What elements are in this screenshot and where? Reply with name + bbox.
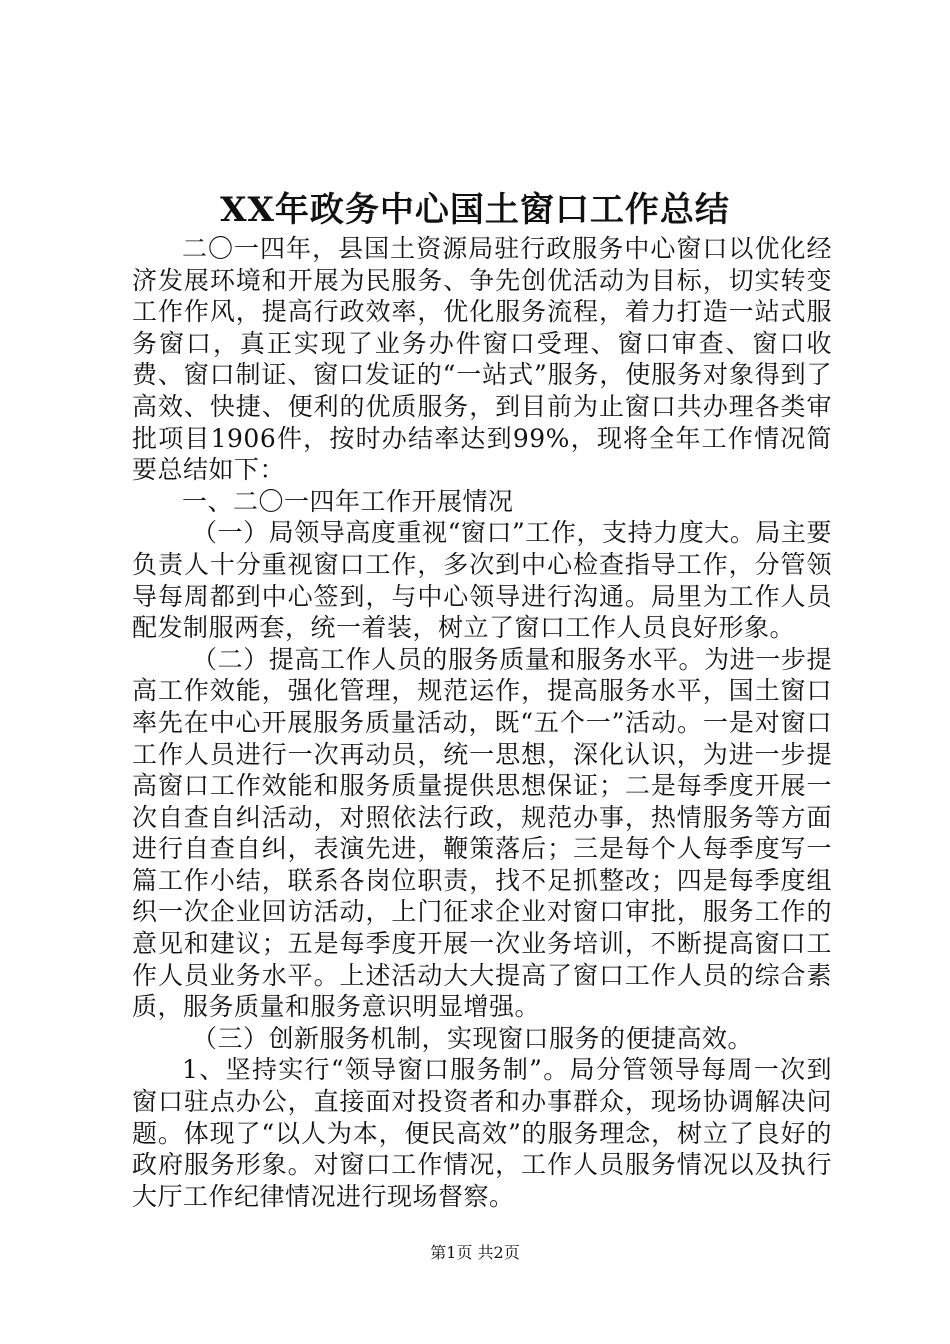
- document-title: XX年政务中心国土窗口工作总结: [220, 190, 730, 230]
- paragraph-intro: 二〇一四年，县国土资源局驻行政服务中心窗口以优化经济发展环境和开展为民服务、争先创优活动为目标，切实转变工作作风，提高行政效率，优化服务流程，着力打造一站式服务窗口，真正实现了业务办件窗口受理、窗口审查、窗口收费、窗口制证、窗口发证的“一站式”服务，使服务对象得到了高效、快捷、便利的优质服务，到目前为止窗口共办理各类审批项目1906件，按时办结率达到99%，现将全年工作情况简要总结如下：: [132, 234, 832, 485]
- paragraph-subsection-2: （二）提高工作人员的服务质量和服务水平。为进一步提高工作效能，强化管理，规范运作，提高服务水平，国土窗口率先在中心开展服务质量活动，既“五个一”活动。一是对窗口工作人员进行一次再动员，统一思想，深化认识，为进一步提高窗口工作效能和服务质量提供思想保证；二是每季度开展一次自查自纠活动，对照依法行政，规范办事，热情服务等方面进行自查自纠，表演先进，鞭策落后；三是每个人每季度写一篇工作小结，联系各岗位职责，找不足抓整改；四是每季度组织一次企业回访活动，上门征求企业对窗口审批，服务工作的意见和建议；五是每季度开展一次业务培训，不断提高窗口工作人员业务水平。上述活动大大提高了窗口工作人员的综合素质，服务质量和服务意识明显增强。: [132, 644, 832, 1022]
- page-footer: 第1页 共2页: [430, 1243, 520, 1262]
- paragraph-subsection-3: （三）创新服务机制，实现窗口服务的便捷高效。: [192, 1023, 754, 1053]
- section-heading-1: 一、二〇一四年工作开展情况: [182, 486, 514, 516]
- paragraph-item-1: 1、坚持实行“领导窗口服务制”。局分管领导每周一次到窗口驻点办公，直接面对投资者和办事群众，现场协调解决问题。体现了“以人为本，便民高效”的服务理念，树立了良好的政府服务形象。对窗口工作情况，工作人员服务情况以及执行大厅工作纪律情况进行现场督察。: [132, 1055, 832, 1211]
- document-body: [132, 233, 832, 1212]
- paragraph-subsection-1: （一）局领导高度重视“窗口”工作，支持力度大。局主要负责人十分重视窗口工作，多次到中心检查指导工作，分管领导每周都到中心签到，与中心领导进行沟通。局里为工作人员配发制服两套，统一着装，树立了窗口工作人员良好形象。: [132, 518, 832, 643]
